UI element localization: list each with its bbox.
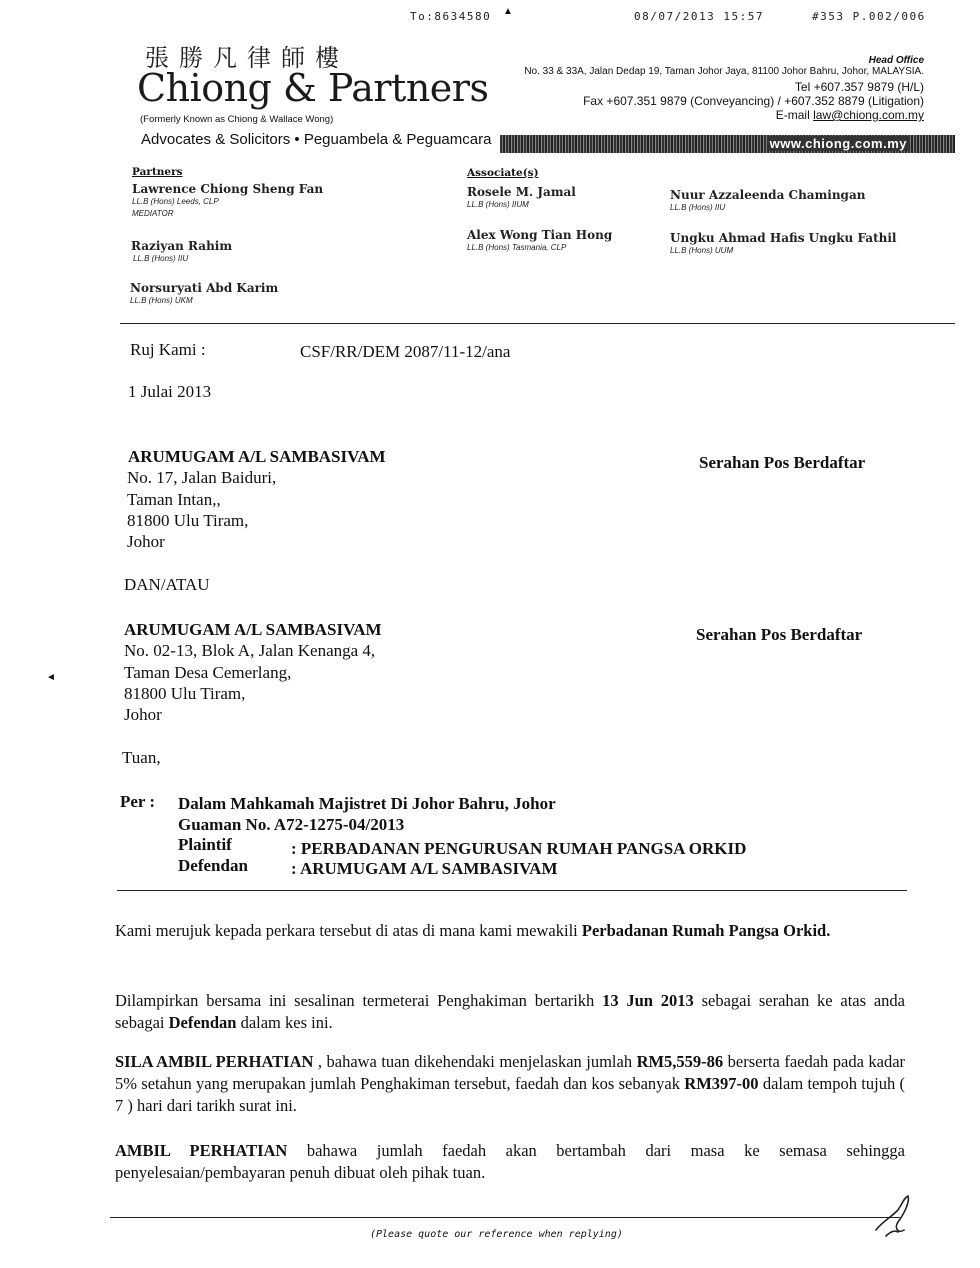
- p2-text: dalam kes ini.: [236, 1013, 333, 1032]
- margin-arrow-icon: ◄: [46, 672, 56, 683]
- p3-cost: RM397-00: [684, 1074, 759, 1093]
- plaintiff-label: Plaintif: [178, 835, 232, 854]
- per-court: Dalam Mahkamah Majistret Di Johor Bahru, Johor: [178, 794, 556, 813]
- formerly-known: (Formerly Known as Chiong & Wallace Wong): [140, 114, 334, 125]
- header-divider: [120, 323, 955, 324]
- p2-text: Dilampirkan bersama ini sesalinan termeterai Penghakiman bertarikh: [115, 991, 603, 1010]
- partner-qual: LL.B (Hons) IIU: [133, 254, 189, 263]
- per-divider: [117, 890, 907, 891]
- recipient-address-line: No. 02-13, Blok A, Jalan Kenanga 4,: [124, 641, 376, 660]
- dan-atau: DAN/ATAU: [124, 575, 210, 594]
- p3-text: , bahawa tuan dikehendaki menjelaskan jumlah: [313, 1052, 637, 1071]
- partner-extra: MEDIATOR: [132, 209, 174, 218]
- fax-datetime: 08/07/2013 15:57: [634, 10, 764, 23]
- associate-qual: LL.B (Hons) UUM: [670, 246, 734, 255]
- partner-qual: LL.B (Hons) Leeds, CLP: [132, 197, 219, 206]
- partner-qual: LL.B (Hons) UKM: [130, 296, 193, 305]
- paragraph-3: [115, 1051, 905, 1117]
- partner-name: Raziyan Rahim: [131, 239, 233, 253]
- recipient-address-line: Johor: [124, 705, 162, 724]
- fax-to: To:8634580: [410, 10, 492, 23]
- email-link[interactable]: law@chiong.com.my: [813, 108, 924, 122]
- p2-text: sebagai serahan ke atas anda sebagai: [115, 991, 905, 1032]
- recipient-address-line: 81800 Ulu Tiram,: [124, 684, 246, 703]
- office-fax: Fax +607.351 9879 (Conveyancing) / +607.352 8879 (Litigation): [583, 94, 924, 108]
- plaintiff-name: : PERBADANAN PENGURUSAN RUMAH PANGSA ORKID: [291, 839, 747, 858]
- recipient-address-line: Taman Desa Cemerlang,: [124, 663, 292, 682]
- recipient-address-line: No. 17, Jalan Baiduri,: [127, 468, 277, 487]
- firm-name: Chiong & Partners: [137, 66, 489, 110]
- office-address: No. 33 & 33A, Jalan Dedap 19, Taman Johor Jaya, 81100 Johor Bahru, Johor, MALAYSIA.: [524, 66, 924, 77]
- associate-qual: LL.B (Hons) Tasmania, CLP: [467, 243, 567, 252]
- per-case-number: Guaman No. A72-1275-04/2013: [178, 815, 405, 834]
- office-email: [776, 108, 924, 122]
- chinese-firm-name: 張勝凡律師樓: [145, 44, 349, 72]
- letter-date: 1 Julai 2013: [128, 382, 212, 401]
- partners-heading: Partners: [132, 166, 183, 178]
- defendant-name: : ARUMUGAM A/L SAMBASIVAM: [291, 859, 558, 878]
- associate-name: Ungku Ahmad Hafis Ungku Fathil: [670, 231, 897, 245]
- office-tel: Tel +607.357 9879 (H/L): [794, 80, 924, 94]
- initials-signature: [868, 1192, 918, 1244]
- associate-qual: LL.B (Hons) IIU: [670, 203, 726, 212]
- p3-text: berserta faedah pada kadar 5% setahun yang merupakan jumlah Penghakiman tersebut, faedah dan kos sebanyak: [115, 1052, 906, 1093]
- recipient-name: ARUMUGAM A/L SAMBASIVAM: [128, 447, 386, 466]
- ref-value: CSF/RR/DEM 2087/11-12/ana: [300, 342, 511, 361]
- paragraph-2: [115, 990, 905, 1034]
- associate-name: Alex Wong Tian Hong: [467, 228, 613, 242]
- recipient-name: ARUMUGAM A/L SAMBASIVAM: [124, 620, 382, 639]
- p3-text: dalam tempoh tujuh ( 7 ) hari dari tarikh surat ini.: [115, 1074, 905, 1115]
- associates-heading: Associate(s): [467, 167, 539, 179]
- p3-amount: RM5,559-86: [636, 1052, 724, 1071]
- fax-page: #353 P.002/006: [812, 10, 926, 23]
- p2-judgment-date: 13 Jun 2013: [602, 991, 694, 1010]
- p1-text: Kami merujuk kepada perkara tersebut di atas di mana kami mewakili: [115, 921, 582, 940]
- p2-defendant: Defendan: [168, 1013, 237, 1032]
- partner-name: Norsuryati Abd Karim: [130, 281, 279, 295]
- associate-name: Rosele M. Jamal: [467, 185, 576, 199]
- footer-note: (Please quote our reference when replying): [370, 1229, 623, 1240]
- recipient-address-line: 81800 Ulu Tiram,: [127, 511, 249, 530]
- website-link[interactable]: www.chiong.com.my: [767, 136, 910, 151]
- email-label: E-mail: [775, 108, 810, 122]
- salutation: Tuan,: [122, 748, 161, 767]
- p1-bold: Perbadanan Rumah Pangsa Orkid.: [581, 921, 831, 940]
- paragraph-4: [115, 1140, 905, 1184]
- delivery-method: Serahan Pos Berdaftar: [696, 625, 863, 644]
- advocates-line: Advocates & Solicitors • Peguambela & Peguamcara: [141, 131, 492, 148]
- p4-text: bahawa jumlah faedah akan bertambah dari masa ke semasa sehingga penyelesaian/pembayaran penuh dibuat oleh pihak tuan.: [115, 1141, 905, 1182]
- partner-name: Lawrence Chiong Sheng Fan: [132, 182, 324, 196]
- recipient-address-line: Johor: [127, 532, 165, 551]
- defendant-label: Defendan: [178, 856, 248, 875]
- ref-label: Ruj Kami :: [130, 340, 206, 359]
- recipient-address-line: Taman Intan,,: [127, 490, 221, 509]
- per-label: Per :: [120, 792, 156, 811]
- paragraph-1: [115, 920, 905, 942]
- head-office-label: Head Office: [868, 55, 924, 66]
- fax-arrow-icon: ▲: [503, 6, 513, 17]
- associate-name: Nuur Azzaleenda Chamingan: [670, 188, 866, 202]
- footer-divider: [110, 1217, 900, 1218]
- associate-qual: LL.B (Hons) IIUM: [467, 200, 529, 209]
- p4-notice: AMBIL PERHATIAN: [115, 1141, 288, 1160]
- delivery-method: Serahan Pos Berdaftar: [699, 453, 866, 472]
- p3-notice: SILA AMBIL PERHATIAN: [115, 1052, 314, 1071]
